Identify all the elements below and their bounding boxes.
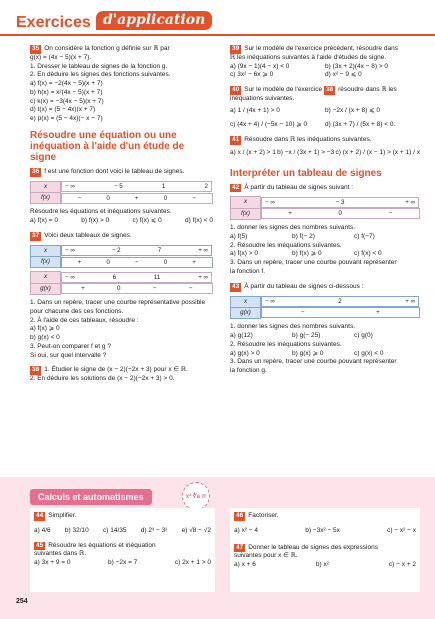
exercise-text: Simplifier. [48, 512, 77, 519]
exercise-reference: 38 [325, 86, 334, 94]
table-head: f(x) [231, 208, 261, 219]
exercise-number: 38 [32, 366, 40, 374]
cell: − ∞ [65, 273, 75, 281]
items-row [30, 217, 213, 226]
cell: − 2 [111, 247, 121, 255]
item: c) f(x) ⩽ 0 [132, 217, 162, 225]
table-row [61, 272, 212, 283]
item: c) g(x) < 0 [354, 349, 384, 357]
exercise-text: À partir du tableau de signes suivant : [244, 183, 353, 191]
cell: − [134, 258, 139, 266]
question: pour chacune des ces fonctions. [30, 307, 124, 315]
item: b) 32/10 [64, 526, 89, 534]
cell: − [152, 285, 157, 293]
items-row [230, 107, 420, 116]
item: d) x² − 9 ⩽ 0 [325, 71, 362, 79]
cell: 2 [204, 183, 208, 191]
items-row [230, 332, 420, 341]
table-head: g(x) [231, 307, 261, 318]
section-title: Interpréter un tableau de signes [230, 167, 382, 179]
question: 1. Dans un repère, tracer une courbe représentative possible [30, 299, 206, 307]
sign-table [230, 296, 420, 320]
item: a) x + 6 [234, 561, 256, 569]
cell: + ∞ [198, 273, 208, 281]
question: la fonction f. [230, 267, 266, 275]
question: 3. Peut-on comparer f et g ? [30, 342, 111, 350]
question: 2. Résoudre les inéquations suivantes. [230, 241, 342, 249]
cell: 0 [338, 210, 342, 218]
item: b) (3x + 2)(4x − 8) > 0 [325, 62, 389, 70]
exercise-number: 41 [232, 136, 240, 144]
exercise-text: À partir du tableau de signes ci-dessous : [244, 282, 364, 290]
exercise-text: résoudre dans ℝ les [338, 86, 397, 94]
items-row [230, 350, 420, 359]
right-column [230, 45, 420, 382]
item: a) g(12) [230, 331, 253, 339]
exercise-42 [230, 184, 420, 277]
cell: + ∞ [405, 198, 415, 206]
exercise-text: Donner le tableau de signes des expressions [248, 543, 378, 551]
item: b) x² [315, 561, 329, 569]
item: c) (x + 2) / (x − 1) > (x + 1) / x [335, 148, 420, 156]
exercise-text: f est une fonction dont voici le tableau de signes. [44, 167, 185, 175]
cell: − [192, 194, 196, 202]
cell: 0 [106, 194, 110, 202]
exercise-number: 44 [36, 512, 44, 519]
item: b) h(x) = x²(4x − 5)(x + 7) [30, 88, 103, 96]
question: 3. Dans un repère, tracer une courbe pouvant représenter [230, 358, 397, 366]
page-number: 254 [16, 598, 28, 605]
cell: − [188, 285, 193, 293]
exercise-36 [30, 168, 213, 226]
table-row [61, 257, 213, 268]
item: d) 2³ − 3² [140, 526, 168, 534]
exercise-40 [230, 86, 420, 130]
items-row [230, 63, 420, 72]
item: a) (9x − 1)(4 − x) < 0 [230, 62, 290, 70]
item: a) f(x) = 0 [30, 217, 58, 225]
items-row [230, 233, 420, 242]
sign-table-f [30, 245, 213, 269]
question: 2. En déduire les signes des fonctions suivantes. [30, 71, 171, 79]
sign-table [230, 196, 420, 220]
header-title: Exercices [16, 14, 91, 31]
item: d) f(x) < 0 [184, 217, 213, 225]
table-row [61, 283, 213, 294]
exercise-number: 43 [232, 282, 240, 290]
table-head: f(x) [31, 193, 61, 204]
left-column [30, 45, 213, 390]
item: b) −2x / (x + 8) ⩽ 0 [325, 106, 380, 114]
calc-box-left [30, 508, 215, 592]
item: c) k(x) = −3(4x − 5)(x + 7) [30, 97, 104, 105]
cell: − 5 [113, 183, 123, 191]
math-symbols-icon: x² ∜a π [182, 482, 210, 510]
items-row [34, 527, 211, 536]
item: b) f(− 2) [292, 232, 315, 240]
item: c) − x + 2 [388, 561, 416, 569]
exercise-number: 45 [36, 541, 44, 549]
exercise-35 [30, 45, 213, 124]
cell: + ∞ [405, 298, 415, 305]
cell: + [288, 210, 292, 218]
items-row [234, 561, 416, 570]
items-row [230, 121, 420, 130]
item: c) f(−7) [354, 232, 375, 240]
item: b) −3x² − 5x [305, 526, 340, 534]
question: la fonction g. [230, 367, 267, 375]
cell: − ∞ [65, 183, 75, 191]
cell: 0 [106, 258, 110, 266]
exercise-number: 46 [236, 512, 244, 519]
cell: 7 [157, 247, 162, 255]
exercise-text: Résoudre les équations et inéquation [48, 541, 156, 549]
sign-table [30, 181, 213, 205]
table-row [261, 307, 420, 318]
item: a) g(x) > 0 [230, 349, 260, 357]
cell: − [300, 309, 305, 317]
item: b) g(x) < 0 [30, 334, 60, 342]
item: a) f(x) ⩾ 0 [30, 325, 60, 333]
section-title: Résoudre une équation ou une inéquation à l'aide d'un étude de signe [30, 129, 185, 163]
cell: + [77, 258, 82, 266]
exercise-number: 36 [32, 167, 40, 175]
items-row [234, 527, 416, 536]
header-tag: d'application [96, 11, 212, 30]
cell: 0 [117, 285, 121, 293]
items-row [230, 149, 420, 158]
cell: 11 [153, 273, 161, 281]
exercise-37 [30, 232, 213, 361]
cell: − [77, 194, 82, 202]
items-row [230, 71, 420, 80]
cell: 0 [163, 258, 168, 266]
exercise-text: Sur le modèle de l'exercice [244, 86, 323, 94]
exercise-39 [230, 45, 420, 80]
table-row [61, 181, 212, 192]
exercise-number: 37 [32, 231, 40, 239]
item: a) f(x) > 0 [230, 250, 258, 258]
cell: + [81, 285, 85, 293]
item: c) 14/35 [103, 526, 127, 534]
exercise-text: suivantes dans ℝ. [34, 550, 87, 558]
cell: 6 [112, 273, 117, 281]
table-head: g(x) [31, 283, 61, 294]
item: c) 3x² − 6x ⩾ 0 [230, 71, 274, 79]
items-row [230, 250, 420, 259]
table-head: x [31, 181, 61, 192]
exercise-text: Factoriser. [248, 512, 279, 519]
page-header [0, 0, 435, 30]
question: 1. Dresser le tableau de signes de la fonction g. [30, 62, 168, 70]
cell: − 3 [335, 198, 345, 206]
exercise-text: Voici deux tableaux de signes. [44, 231, 132, 239]
table-head: x [231, 197, 261, 208]
cell: − ∞ [265, 298, 275, 305]
cell: 2 [338, 298, 342, 305]
table-row [61, 193, 213, 204]
item: b) f(x) ⩾ 0 [292, 250, 322, 258]
table-row [61, 245, 212, 256]
exercise-38 [30, 366, 213, 384]
cell: − [388, 210, 393, 218]
exercise-number: 42 [232, 183, 240, 191]
calc-title: Calculs et automatismes [30, 489, 152, 505]
exercise-text: inéquations suivantes. [230, 94, 295, 102]
question: 1. donner les signes des nombres suivants. [230, 323, 356, 331]
header-rule [0, 34, 435, 36]
exercise-41 [230, 136, 420, 158]
cell: 0 [163, 194, 168, 202]
item: b) g(x) ⩾ 0 [292, 349, 324, 357]
items-row [34, 559, 211, 568]
exercise-number: 35 [32, 45, 40, 52]
item: d) t(x) = (5 − 4x)(x + 7) [30, 106, 96, 114]
item: a) 3x + 9 = 0 [34, 559, 71, 567]
item: a) f(5) [230, 232, 248, 240]
calc-box-right [230, 508, 420, 592]
item: e) p(x) = (5 − 4x)(− x − 7) [30, 115, 103, 123]
item: c) f(x) < 0 [354, 250, 382, 258]
cell: − ∞ [265, 198, 275, 206]
exercise-text: Sur le modèle de l'exercice précédent, résoudre dans [244, 45, 398, 52]
question: 1. Étudier le signe de (x − 2)(−2x + 3) pour x ∈ ℝ. [44, 366, 188, 374]
exercise-number: 47 [236, 543, 244, 551]
item: d) (3x + 7) / (5x + 8) < 0. [325, 121, 396, 129]
table-row [261, 208, 420, 219]
item: a) x / (x + 2) > 1 [230, 148, 276, 156]
cell: 1 [161, 183, 166, 191]
exercise-text: g(x) = (4x − 5)(x + 7). [30, 53, 92, 61]
question: 1. donner les signes des nombres suivants. [230, 224, 356, 232]
item: b) g(− 25) [292, 331, 321, 339]
cell: + [192, 258, 196, 266]
table-head: x [31, 245, 61, 256]
item: a) x² − 4 [234, 526, 259, 534]
table-row [261, 197, 419, 208]
exercise-number: 40 [232, 86, 240, 94]
item: a) 4/6 [34, 526, 51, 534]
question: 3. Dans un repère, tracer une courbe pouvant représenter [230, 259, 397, 267]
exercise-text: suivantes pour x ∈ ℝ. [234, 552, 298, 560]
item: c) (4x + 4) / (−5x − 10) ⩾ 0 [230, 121, 308, 129]
question: Si oui, sur quel intervalle ? [30, 351, 107, 359]
question: 2. En déduire les solutions de (x − 2)(−2x + 3) > 0. [30, 375, 175, 383]
table-head: f(x) [31, 257, 61, 268]
cell: − ∞ [65, 247, 75, 255]
item: c) − x² − x [387, 526, 416, 534]
sign-table-g [30, 271, 213, 295]
cell: + [134, 194, 139, 202]
item: b) −2x = 7 [108, 559, 138, 567]
table-row [261, 296, 419, 307]
item: b) f(x) > 0 [81, 217, 110, 225]
table-head: x [231, 296, 261, 307]
item: e) √8 − √2 [181, 526, 211, 534]
exercise-text: Résoudre dans ℝ les inéquations suivantes. [244, 136, 372, 144]
item: c) 2x + 1 > 0 [174, 559, 211, 567]
cell: + [376, 309, 380, 317]
question: 2. Résoudre les inéquations suivantes. [230, 340, 342, 348]
question: 2. À l'aide de ces tableaux, résoudre : [30, 316, 139, 324]
cell: + ∞ [198, 247, 208, 255]
item: c) g(0) [354, 331, 373, 339]
question: Résoudre les équations et inéquations suivantes. [30, 208, 172, 216]
exercise-text: On considère la fonction g définie sur ℝ par [44, 45, 170, 52]
item: a) f(x) = −2(4x − 5)(x + 7) [30, 80, 103, 88]
table-head: x [31, 272, 61, 283]
exercise-text: ℝ les inéquations suivantes à l'aide d'études de signe. [230, 53, 387, 61]
exercise-43 [230, 283, 420, 376]
exercise-number: 39 [232, 45, 240, 52]
item: b) −x / (3x + 1) > −3 [277, 148, 335, 156]
item: a) 1 / (4x + 1) > 0 [230, 106, 280, 114]
